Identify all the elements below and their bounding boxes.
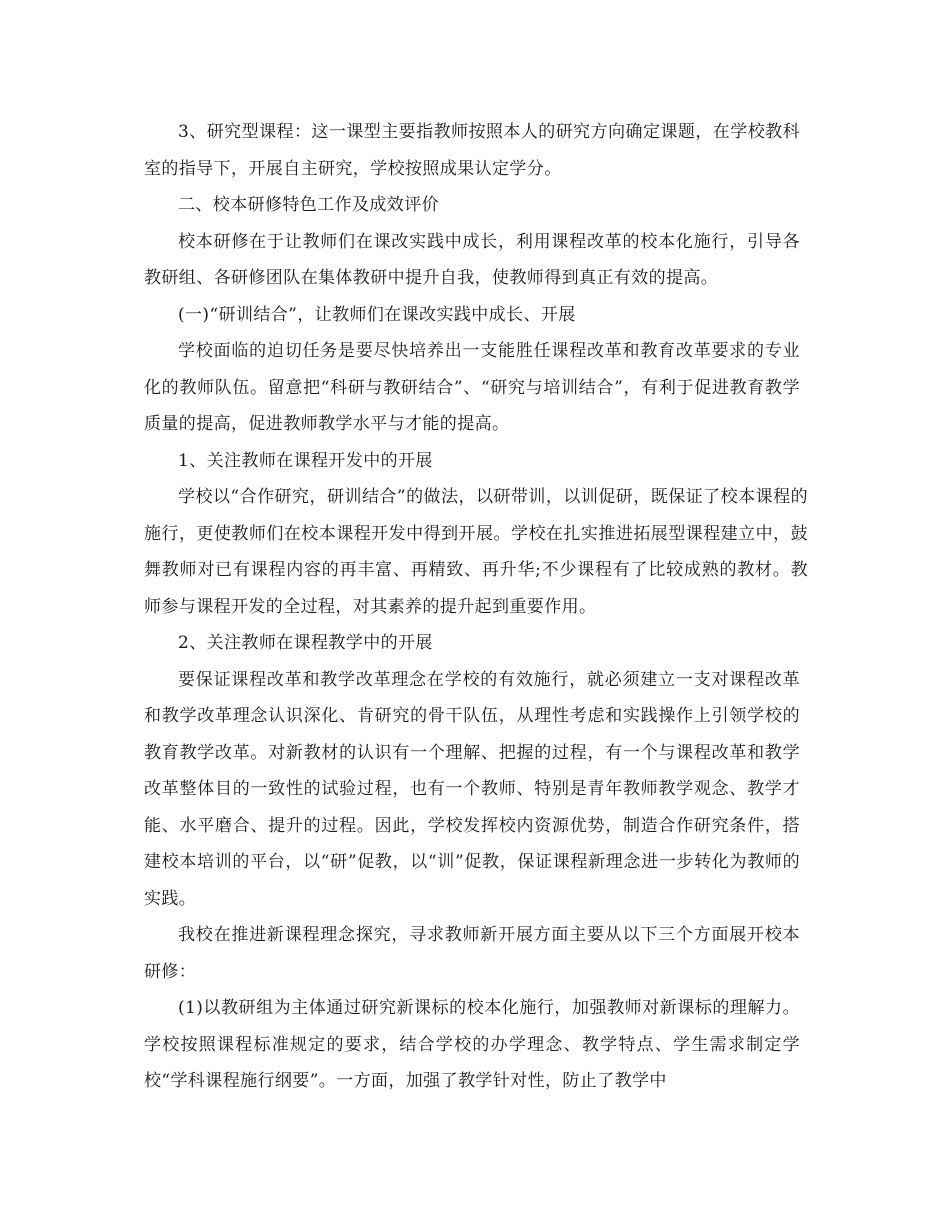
section-heading-2: 二、校本研修特色工作及成效评价 bbox=[178, 195, 439, 215]
subheading-research-training: (一)“研训结合”，让教师们在课改实践中成长、开展 bbox=[178, 304, 576, 325]
paragraph-urgent-task: 学校面临的迫切任务是要尽快培养出一支能胜任课程改革和教育改革要求的专业化的教师队伍。留意把“科研与教研结合”、“研究与培训结合”，有利于促进教育教学质量的提高，促进教师教学水平与才能的提高。 bbox=[144, 341, 800, 434]
paragraph-three-aspects: 我校在推进新课程理念探究，寻求教师新开展方面主要从以下三个方面展开校本研修： bbox=[144, 925, 800, 982]
paragraph-research-course: 3、研究型课程：这一课型主要指教师按照本人的研究方向确定课题，在学校教科室的指导下，开展自主研究，学校按照成果认定学分。 bbox=[144, 122, 800, 179]
paragraph-school-training: 校本研修在于让教师们在课改实践中成长，利用课程改革的校本化施行，引导各教研组、各研修团队在集体教研中提升自我，使教师得到真正有效的提高。 bbox=[144, 231, 800, 288]
paragraph-teaching-group: (1)以教研组为主体通过研究新课标的校本化施行，加强教师对新课标的理解力。学校按照课程标准规定的要求，结合学校的办学理念、教学特点、学生需求制定学校“学科课程施行纲要”。一方面，加强了教学针对性，防止了教学中 bbox=[144, 998, 800, 1091]
paragraph-reform-concepts: 要保证课程改革和教学改革理念在学校的有效施行，就必须建立一支对课程改革和教学改革理念认识深化、肯研究的骨干队伍，从理性考虑和实践操作上引领学校的教育教学改革。对新教材的认识有一个理解、把握的过程，有一个与课程改革和教学改革整体目的一致性的试验过程，也有一个教师、特别是青年教师教学观念、教学才能、水平磨合、提升的过程。因此，学校发挥校内资源优势，制造合作研究条件，搭建校本培训的平台，以“研”促教，以“训”促教，保证课程新理念进一步转化为教师的实践。 bbox=[144, 669, 800, 909]
subheading-course-teaching: 2、关注教师在课程教学中的开展 bbox=[178, 633, 433, 653]
subheading-course-development: 1、关注教师在课程开发中的开展 bbox=[178, 450, 433, 471]
paragraph-cooperative-research: 学校以“合作研究，研训结合”的做法，以研带训，以训促研，既保证了校本课程的施行，更使教师们在校本课程开发中得到开展。学校在扎实推进拓展型课程建立中，鼓舞教师对已有课程内容的再丰富、再精致、再升华;不少课程有了比较成熟的教材。教师参与课程开发的全过程，对其素养的提升起到重要作用。 bbox=[144, 487, 808, 617]
